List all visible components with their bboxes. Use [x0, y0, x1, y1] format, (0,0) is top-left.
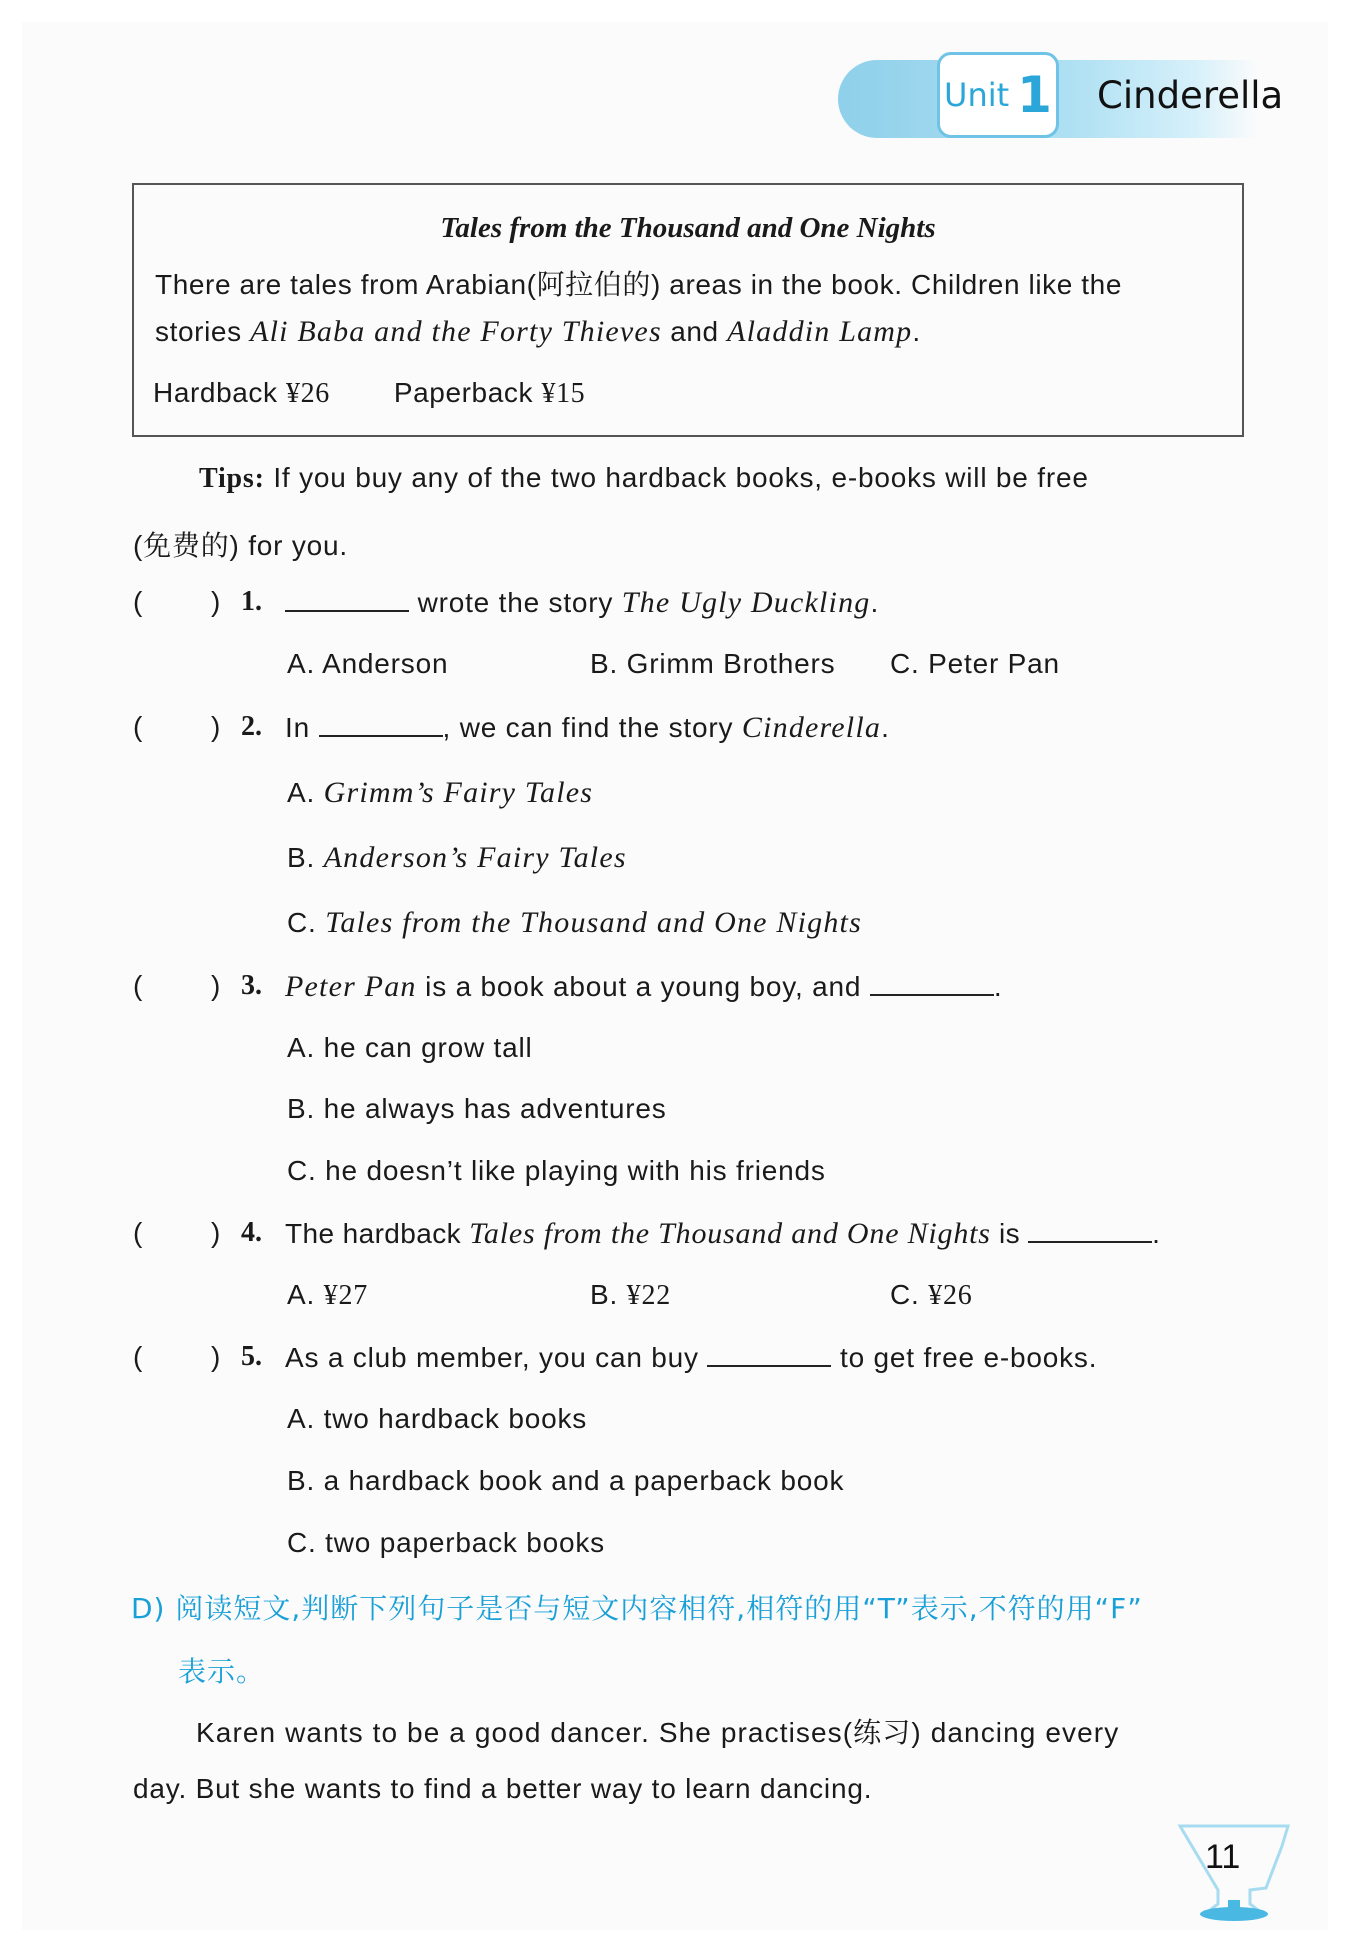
question-3: [285, 970, 1002, 1004]
paperback-label: Paperback: [393, 377, 542, 408]
answer-blank: [1028, 1217, 1152, 1243]
answer-paren-close: ): [211, 586, 221, 617]
tips-label: Tips:: [199, 463, 265, 494]
book-line2-prefix: stories: [155, 316, 251, 347]
q1-option-c: C. Peter Pan: [890, 648, 1060, 679]
answer-paren-close: ): [211, 1341, 221, 1372]
answer-paren-open: (: [133, 970, 143, 1001]
unit-word: Unit: [944, 76, 1010, 114]
unit-number: 1: [1017, 66, 1052, 124]
answer-paren-open: (: [133, 1341, 143, 1372]
option-letter: A.: [287, 777, 324, 808]
option-letter: B.: [590, 1279, 627, 1310]
q4-end: .: [1152, 1218, 1161, 1249]
option-text: ¥22: [626, 1280, 672, 1311]
q4-text: is: [990, 1218, 1029, 1249]
q3-option-a: A. he can grow tall: [287, 1032, 533, 1063]
option-text: Tales from the Thousand and One Nights: [325, 906, 862, 939]
q2-option-b: [287, 841, 627, 875]
unit-badge: [937, 52, 1059, 138]
question-number: 1.: [241, 586, 262, 617]
question-number: 3.: [241, 970, 262, 1001]
q3-end: .: [993, 971, 1003, 1002]
q5-option-a: A. two hardback books: [287, 1403, 588, 1434]
book-line2-mid: and: [661, 316, 728, 347]
option-letter: B.: [287, 842, 324, 873]
paperback-price: ¥15: [541, 378, 586, 409]
answer-paren-open: (: [133, 1217, 143, 1248]
unit-title: Cinderella: [1097, 74, 1284, 117]
answer-blank: [870, 970, 994, 996]
q1-text: wrote the story: [409, 587, 622, 618]
question-number: 5.: [241, 1341, 262, 1372]
q1-option-b: B. Grimm Brothers: [590, 648, 836, 679]
q3-option-b: B. he always has adventures: [287, 1093, 667, 1124]
option-text: ¥26: [928, 1280, 973, 1311]
question-4: [285, 1217, 1160, 1251]
book-title: Tales from the Thousand and One Nights: [440, 212, 936, 244]
book-line2-end: .: [912, 316, 921, 347]
option-text: ¥27: [323, 1280, 369, 1311]
q4-option-c: [890, 1279, 973, 1312]
q3-text: is a book about a young boy, and: [416, 971, 870, 1002]
story-aladdin: Aladdin Lamp: [727, 315, 913, 348]
option-letter: C.: [287, 907, 326, 938]
q1-title: The Ugly Duckling: [621, 586, 871, 619]
question-number: 4.: [241, 1217, 262, 1248]
q1-option-a: A. Anderson: [287, 648, 449, 679]
q4-pre: The hardback: [285, 1218, 470, 1249]
option-text: Grimm’s Fairy Tales: [323, 776, 594, 809]
q4-option-a: [287, 1279, 368, 1312]
q1-end: .: [870, 587, 880, 618]
q2-text: , we can find the story: [442, 712, 742, 743]
q5-pre: As a club member, you can buy: [285, 1342, 708, 1373]
q2-pre: In: [285, 712, 319, 743]
hardback-price: ¥26: [286, 378, 330, 409]
answer-blank: [319, 711, 443, 737]
option-text: Anderson’s Fairy Tales: [323, 841, 627, 874]
page-number: 11: [1205, 1838, 1241, 1876]
answer-blank: [285, 586, 409, 612]
question-2: [285, 711, 890, 745]
book-prices: [153, 377, 585, 410]
hardback-label: Hardback: [153, 377, 287, 408]
answer-paren-close: ): [211, 1217, 221, 1248]
answer-blank: [707, 1341, 831, 1367]
q3-option-c: C. he doesn’t like playing with his friends: [287, 1155, 826, 1186]
tips-text1: If you buy any of the two hardback books, e-books will be free: [264, 462, 1089, 493]
option-letter: A.: [287, 1279, 324, 1310]
q5-text: to get free e-books.: [831, 1342, 1098, 1373]
q3-title: Peter Pan: [285, 970, 417, 1003]
book-info-box: [132, 183, 1244, 437]
q2-title: Cinderella: [741, 711, 882, 744]
question-5: [285, 1341, 1097, 1374]
answer-paren-open: (: [133, 711, 143, 742]
section-d-instruction-line2: 表示。: [178, 1655, 266, 1688]
q2-end: .: [881, 712, 890, 743]
q4-option-b: [590, 1279, 671, 1312]
question-number: 2.: [241, 711, 262, 742]
passage-line1: Karen wants to be a good dancer. She practises(练习) dancing every: [196, 1717, 1120, 1748]
q4-title: Tales from the Thousand and One Nights: [469, 1217, 991, 1250]
tips-line1: [199, 462, 1089, 495]
book-description-line2: [155, 315, 921, 349]
option-letter: C.: [890, 1279, 929, 1310]
tips-line2: (免费的) for you.: [133, 530, 349, 561]
question-1: [285, 586, 879, 620]
answer-paren-close: ): [211, 711, 221, 742]
story-ali-baba: Ali Baba and the Forty Thieves: [250, 315, 662, 348]
cup-stem: [1228, 1900, 1240, 1912]
passage-line2: day. But she wants to find a better way to learn dancing.: [133, 1773, 873, 1804]
answer-paren-close: ): [211, 970, 221, 1001]
section-d-instruction-line1: D) 阅读短文,判断下列句子是否与短文内容相符,相符的用“T”表示,不符的用“F”: [131, 1592, 1143, 1625]
q2-option-a: [287, 776, 593, 810]
q5-option-c: C. two paperback books: [287, 1527, 605, 1558]
answer-paren-open: (: [133, 586, 143, 617]
q5-option-b: B. a hardback book and a paperback book: [287, 1465, 845, 1496]
book-description-line1: There are tales from Arabian(阿拉伯的) areas in the book. Children like the: [155, 269, 1123, 300]
q2-option-c: [287, 906, 862, 940]
